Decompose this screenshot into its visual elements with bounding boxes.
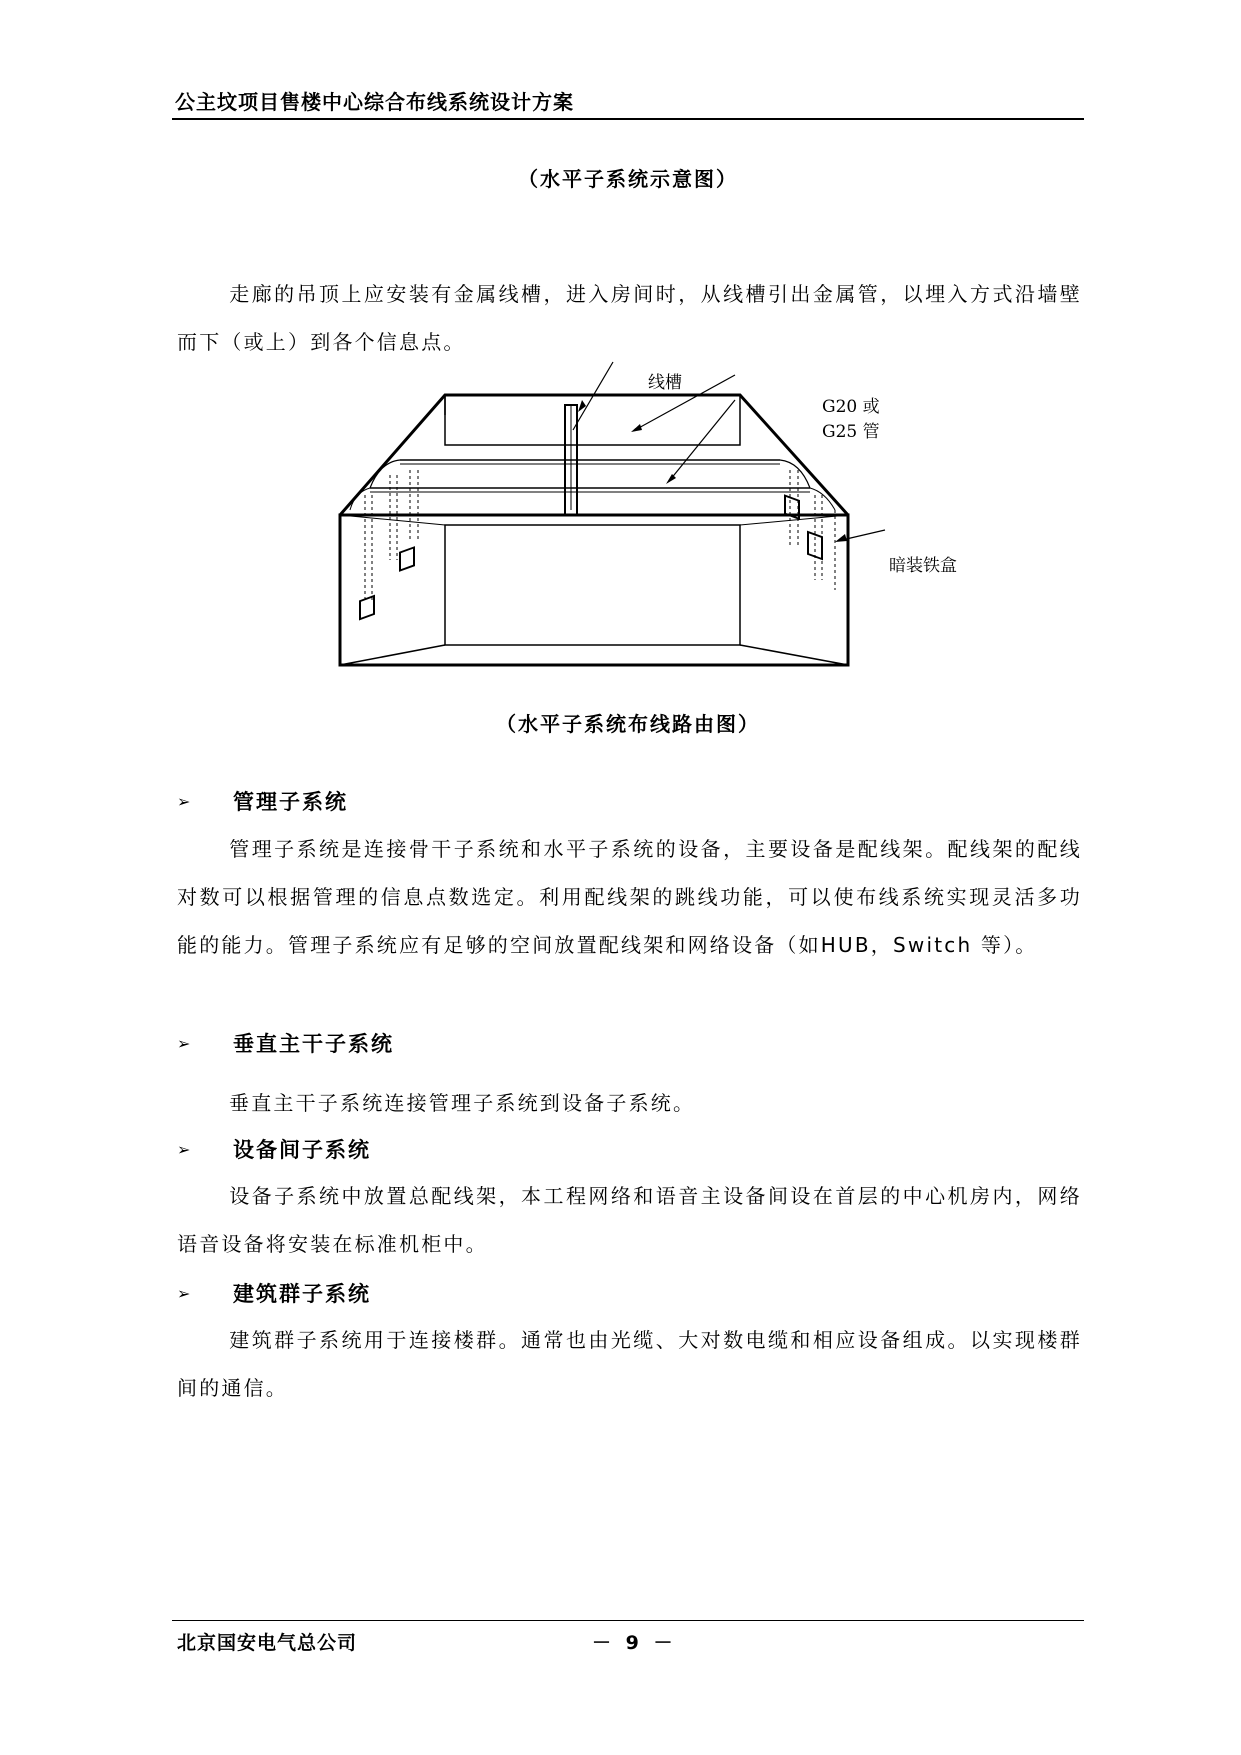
footer-page-number: － 9 － (592, 1632, 677, 1654)
back-wall-upper (445, 395, 740, 445)
section-heading-campus-text: 建筑群子系统 (233, 1282, 371, 1306)
diagram-label-trunking: 线槽 (648, 373, 682, 393)
ceiling-outline (340, 395, 848, 515)
paragraph-corridor-text: 走廊的吊顶上应安装有金属线槽，进入房间时，从线槽引出金属管，以埋入方式沿墙壁而下（或上）到各个信息点。 (177, 282, 1082, 354)
section-heading-management (177, 786, 348, 816)
arrowhead-icon: ➢ (177, 1033, 193, 1053)
arrowhead-icon: ➢ (177, 791, 193, 811)
arrowhead-icon: ➢ (177, 1139, 193, 1159)
paragraph-management (177, 825, 1082, 969)
section-heading-management-text: 管理子系统 (233, 790, 348, 814)
wall-box-left-2 (400, 547, 414, 570)
caption-horizontal-routing: （水平子系统布线路由图） (496, 712, 760, 736)
footer-company: 北京国安电气总公司 (177, 1632, 358, 1654)
arrowhead-icon: ➢ (177, 1283, 193, 1303)
header-divider (172, 118, 1084, 120)
section-heading-equipment (177, 1134, 371, 1164)
room-front-frame (340, 515, 848, 665)
caption-horizontal-schematic: （水平子系统示意图） (518, 167, 738, 191)
footer-divider (172, 1620, 1084, 1621)
document-header-title: 公主坟项目售楼中心综合布线系统设计方案 (175, 90, 574, 114)
diagram-label-pipe-line1: G20 或 (822, 397, 880, 417)
paragraph-equipment-text: 设备子系统中放置总配线架，本工程网络和语音主设备间设在首层的中心机房内，网络语音设备将安装在标准机柜中。 (177, 1184, 1082, 1256)
paragraph-campus (177, 1316, 1082, 1412)
section-heading-campus (177, 1278, 371, 1308)
back-wall-lower (445, 525, 740, 645)
paragraph-vertical-text: 垂直主干子系统连接管理子系统到设备子系统。 (229, 1091, 696, 1115)
paragraph-management-text: 管理子系统是连接骨干子系统和水平子系统的设备，主要设备是配线架。配线架的配线对数可以根据管理的信息点数选定。利用配线架的跳线功能，可以使布线系统实现灵活多功能的能力。管理子系统应有足够的空间放置配线架和网络设备（如HUB，Switch 等）。 (177, 837, 1082, 957)
paragraph-corridor (177, 270, 1082, 366)
section-heading-vertical-text: 垂直主干子系统 (233, 1032, 394, 1056)
section-heading-equipment-text: 设备间子系统 (233, 1138, 371, 1162)
paragraph-vertical (177, 1079, 1082, 1127)
diagram-label-box: 暗装铁盒 (889, 556, 957, 576)
diagram-label-pipe-line2: G25 管 (822, 422, 880, 442)
section-heading-vertical (177, 1028, 394, 1058)
paragraph-campus-text: 建筑群子系统用于连接楼群。通常也由光缆、大对数电缆和相应设备组成。以实现楼群间的通信。 (177, 1328, 1082, 1400)
paragraph-equipment (177, 1172, 1082, 1268)
